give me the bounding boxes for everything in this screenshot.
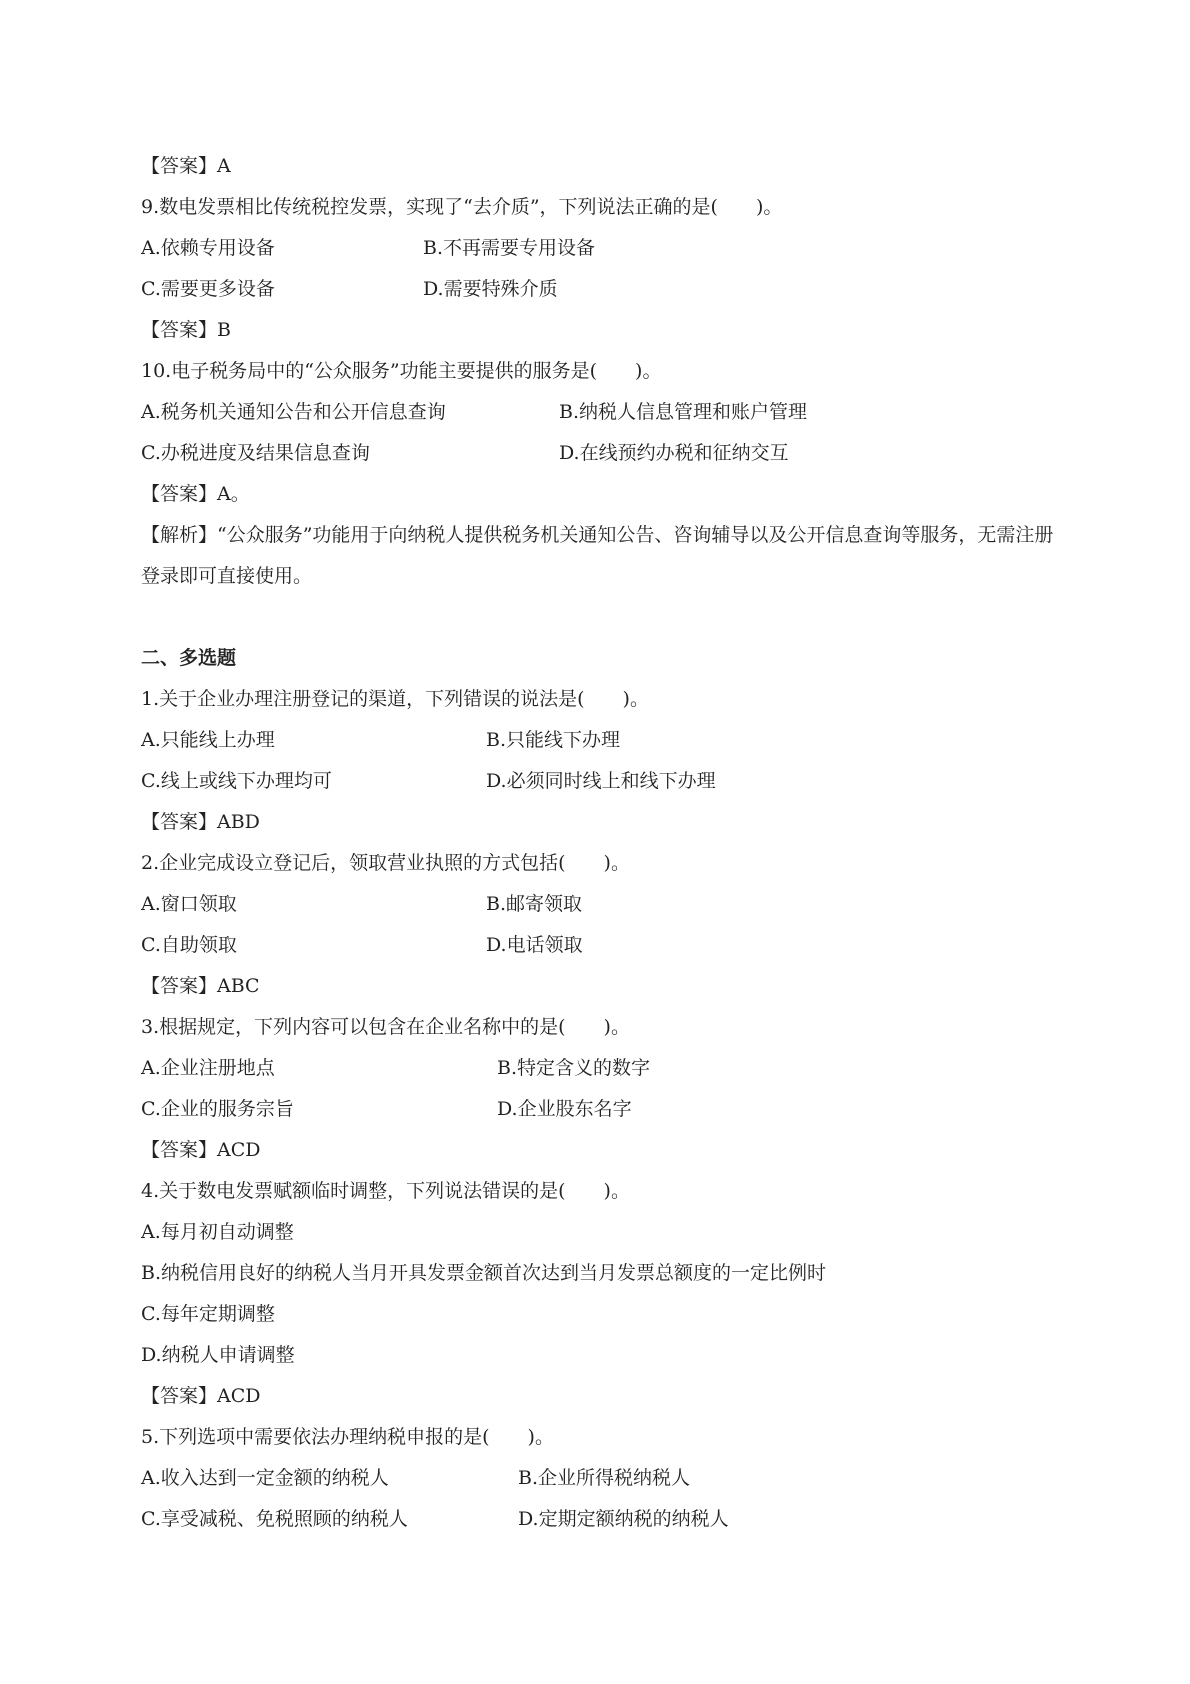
options-row [141,720,1061,761]
option-right: B.特定含义的数字 [497,1057,651,1079]
option-right: B.只能线下办理 [486,729,621,751]
answer-line: 【答案】B [141,319,231,341]
option-right: D.定期定额纳税的纳税人 [518,1508,729,1530]
question-text: C.每年定期调整 [141,1303,275,1325]
option-right: B.不再需要专用设备 [423,237,596,259]
option-left: C.线上或线下办理均可 [141,770,332,792]
options-row [141,392,1061,433]
section-spacer [141,597,1061,638]
option-left: A.只能线上办理 [141,729,275,751]
option-right: D.需要特殊介质 [423,278,558,300]
question-text: 9.数电发票相比传统税控发票，实现了“去介质”，下列说法正确的是( )。 [141,196,783,218]
answer-line: 【答案】A [141,155,231,177]
options-row [141,761,1061,802]
section-title: 二、多选题 [141,647,237,669]
option-left: C.需要更多设备 [141,278,275,300]
option-left: A.依赖专用设备 [141,237,275,259]
options-row [141,925,1061,966]
options-row [141,1499,1061,1540]
question-text: 1.关于企业办理注册登记的渠道，下列错误的说法是( )。 [141,688,649,710]
option-right: B.企业所得税纳税人 [518,1467,691,1489]
explanation-text: 【解析】“公众服务”功能用于向纳税人提供税务机关通知公告、咨询辅导以及公开信息查询等服务，无需注册登录即可直接使用。 [141,524,1054,587]
option-left: A.收入达到一定金额的纳税人 [141,1467,389,1489]
option-left: C.企业的服务宗旨 [141,1098,294,1120]
option-right: D.企业股东名字 [497,1098,632,1120]
options-row [141,1089,1061,1130]
question-text: A.每月初自动调整 [141,1221,294,1243]
options-row [141,228,1061,269]
answer-line: 【答案】ABC [141,975,260,997]
question-text: B.纳税信用良好的纳税人当月开具发票金额首次达到当月发票总额度的一定比例时 [141,1262,827,1284]
question-text: 4.关于数电发票赋额临时调整，下列说法错误的是( )。 [141,1180,630,1202]
options-row [141,433,1061,474]
options-row [141,1458,1061,1499]
option-left: C.办税进度及结果信息查询 [141,442,370,464]
option-right: D.电话领取 [486,934,583,956]
document-page [141,146,1061,1540]
option-right: D.在线预约办税和征纳交互 [559,442,789,464]
option-left: C.享受减税、免税照顾的纳税人 [141,1508,408,1530]
answer-line: 【答案】A。 [141,483,250,505]
answer-line: 【答案】ACD [141,1385,261,1407]
question-text: 3.根据规定，下列内容可以包含在企业名称中的是( )。 [141,1016,630,1038]
option-left: A.税务机关通知公告和公开信息查询 [141,401,446,423]
option-left: C.自助领取 [141,934,237,956]
options-row [141,884,1061,925]
options-row [141,1048,1061,1089]
option-left: A.企业注册地点 [141,1057,275,1079]
question-text: 5.下列选项中需要依法办理纳税申报的是( )。 [141,1426,554,1448]
question-text: D.纳税人申请调整 [141,1344,295,1366]
option-right: B.纳税人信息管理和账户管理 [559,401,808,423]
option-right: B.邮寄领取 [486,893,583,915]
question-text: 10.电子税务局中的“公众服务”功能主要提供的服务是( )。 [141,360,662,382]
option-right: D.必须同时线上和线下办理 [486,770,716,792]
question-text: 2.企业完成设立登记后，领取营业执照的方式包括( )。 [141,852,630,874]
answer-line: 【答案】ABD [141,811,260,833]
options-row [141,269,1061,310]
answer-line: 【答案】ACD [141,1139,261,1161]
option-left: A.窗口领取 [141,893,237,915]
